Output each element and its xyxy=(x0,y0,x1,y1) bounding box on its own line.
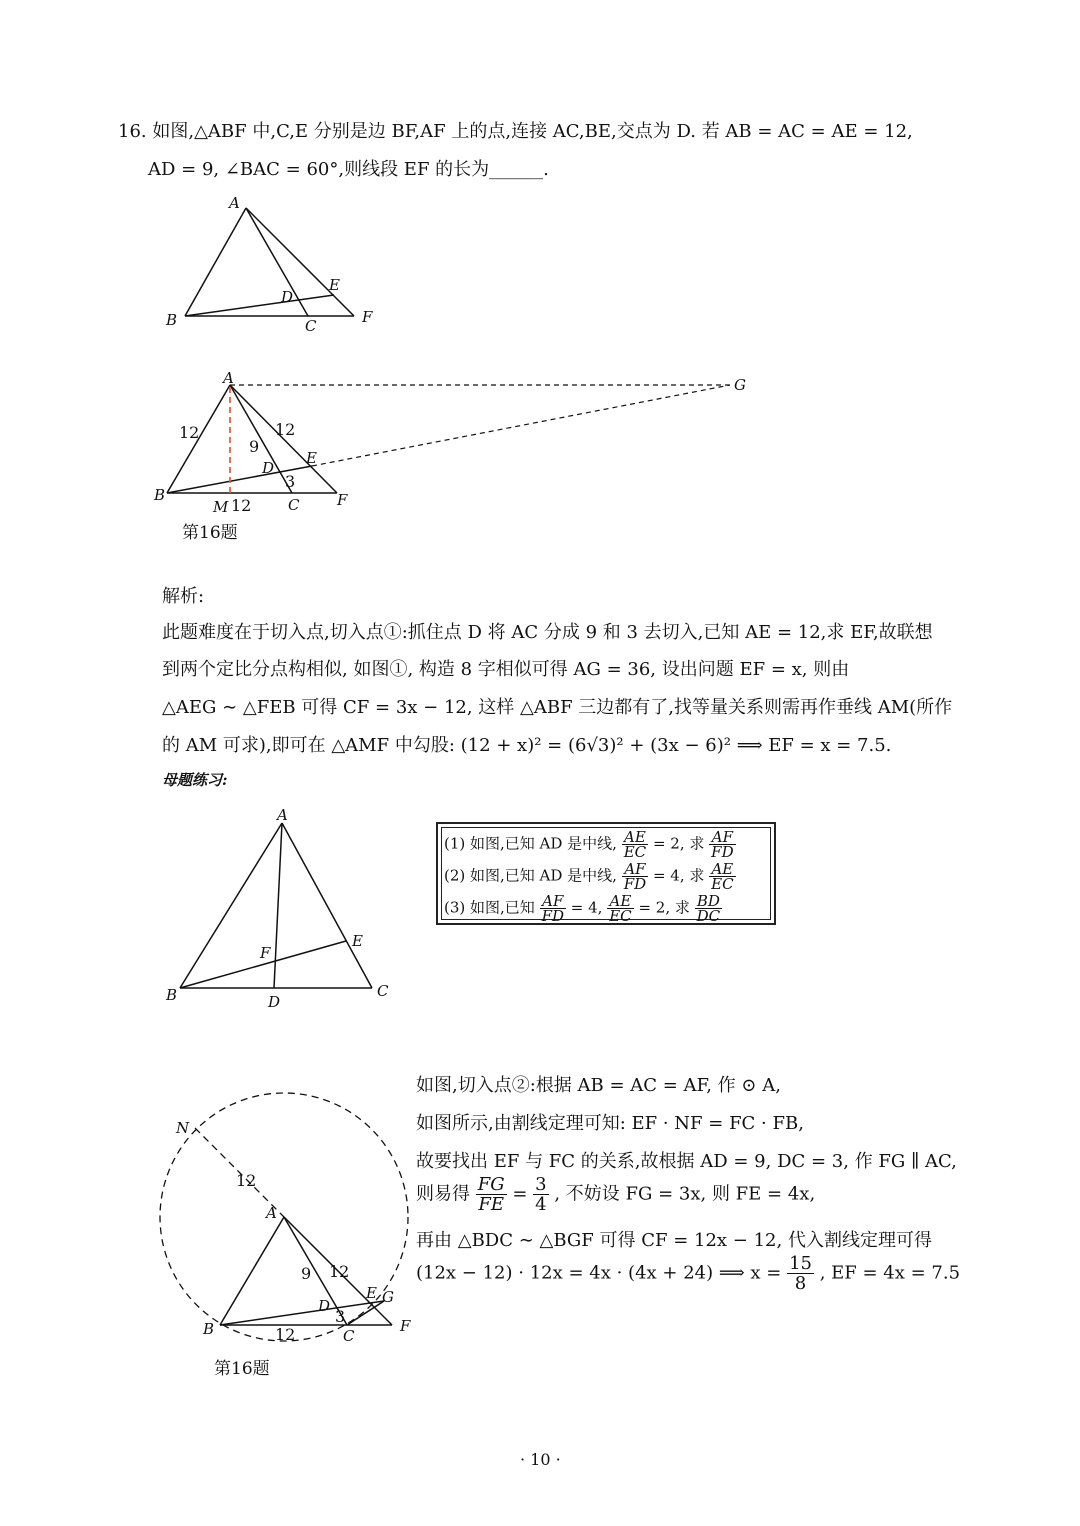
q3-f1-num: AF xyxy=(540,894,566,909)
fig1-label-a: A xyxy=(229,194,240,212)
fig2-label-e: E xyxy=(306,449,317,467)
m2-fe: FE xyxy=(478,1194,504,1215)
fig2-label-g: G xyxy=(734,376,746,394)
q1-f2-den: FD xyxy=(711,843,734,861)
practice-label-e: E xyxy=(352,932,363,950)
fig2-label-a: A xyxy=(223,369,234,387)
practice-label-f: F xyxy=(260,944,271,962)
fig2-label-f: F xyxy=(337,491,348,509)
analysis-line-3: △AEG ∼ △FEB 可得 CF = 3x − 12, 这样 △ABF 三边都有了,找等量关系则需再作垂线 AM(所作 xyxy=(162,697,953,718)
q1-text: (1) 如图,已知 AD 是中线, xyxy=(444,834,617,853)
q2-f2-den: EC xyxy=(711,875,734,893)
practice-heading: 母题练习: xyxy=(162,771,228,789)
m2-num-ae: 12 xyxy=(329,1262,350,1281)
fig1-label-d: D xyxy=(281,288,294,306)
m2-num-na: 12 xyxy=(236,1171,257,1190)
q2-mid: = 4, 求 xyxy=(652,866,705,885)
m2-l6-prefix: (12x − 12) · 12x = 4x · (4x + 24) ⟹ x = xyxy=(416,1262,782,1284)
problem-line-2: AD = 9, ∠BAC = 60°,则线段 EF 的长为______. xyxy=(148,159,549,180)
q2-f2-num: AE xyxy=(709,862,735,877)
fig2-label-b: B xyxy=(154,486,166,504)
m2-fifteen: 15 xyxy=(789,1253,812,1274)
analysis-heading: 解析: xyxy=(162,586,205,607)
m2-three: 3 xyxy=(535,1174,547,1195)
analysis-line-1: 此题难度在于切入点,切入点①:抓住点 D 将 AC 分成 9 和 3 去切入,已知 AE = 12,求 EF,故联想 xyxy=(162,622,933,643)
fig2-num-ab: 12 xyxy=(179,423,200,442)
m2-num-ad: 9 xyxy=(301,1264,312,1283)
fig2-num-mc: 12 xyxy=(231,496,252,515)
m2-l6-suffix: , EF = 4x = 7.5 xyxy=(819,1262,961,1284)
q3-f3-den: DC xyxy=(696,907,721,925)
fig2-num-ae: 12 xyxy=(275,420,296,439)
method2-line-5: 再由 △BDC ∼ △BGF 可得 CF = 12x − 12, 代入割线定理可得 xyxy=(416,1230,932,1251)
m2-label-e: E xyxy=(366,1284,377,1302)
m2-l4-prefix: 则易得 xyxy=(416,1183,470,1205)
m2-label-n: N xyxy=(176,1119,190,1137)
m2-four: 4 xyxy=(535,1194,547,1215)
m2-label-g: G xyxy=(382,1288,394,1306)
practice-label-a: A xyxy=(277,806,288,824)
fig1-label-e: E xyxy=(329,276,340,294)
m2-num-bc: 12 xyxy=(275,1325,296,1344)
q3-f2-num: AE xyxy=(607,894,633,909)
m2-label-c: C xyxy=(343,1327,355,1345)
m2-label-d: D xyxy=(318,1297,331,1315)
q2-text: (2) 如图,已知 AD 是中线, xyxy=(444,866,617,885)
method2-line-2: 如图所示,由割线定理可知: EF · NF = FC · FB, xyxy=(416,1113,804,1134)
m2-l4-suffix: , 不妨设 FG = 3x, 则 FE = 4x, xyxy=(554,1183,816,1205)
practice-label-c: C xyxy=(377,982,389,1000)
page-number: · 10 · xyxy=(520,1450,561,1469)
fig2-label-d: D xyxy=(262,459,275,477)
q2-f1-den: FD xyxy=(623,875,647,893)
q3-text: (3) 如图,已知 xyxy=(444,898,535,917)
q1-mid: = 2, 求 xyxy=(652,834,705,853)
figure-2-caption: 第16题 xyxy=(182,523,238,543)
q3-f2-den: EC xyxy=(609,907,632,925)
q3-mid-1: = 4, xyxy=(570,898,603,917)
q1-f2-num: AF xyxy=(709,830,735,845)
q1-f1-num: AE xyxy=(622,830,648,845)
analysis-line-4: 的 AM 可求),即可在 △AMF 中勾股: (12 + x)² = (6√3)² + (3x − 6)² ⟹ EF = x = 7.5. xyxy=(162,735,892,756)
practice-label-d: D xyxy=(268,993,281,1011)
m2-label-b: B xyxy=(203,1320,215,1338)
analysis-line-2: 到两个定比分点构相似, 如图①, 构造 8 字相似可得 AG = 36, 设出问题 EF = x, 则由 xyxy=(162,659,850,680)
m2-eight: 8 xyxy=(794,1273,807,1294)
m2-fg: FG xyxy=(477,1174,505,1195)
fig2-label-c: C xyxy=(288,496,300,514)
fig1-label-c: C xyxy=(305,317,317,335)
practice-label-b: B xyxy=(166,986,178,1004)
problem-line-1: 16. 如图,△ABF 中,C,E 分别是边 BF,AF 上的点,连接 AC,BE,交点为 D. 若 AB = AC = AE = 12, xyxy=(118,121,913,142)
method2-caption: 第16题 xyxy=(214,1359,270,1379)
q3-mid-2: = 2, 求 xyxy=(638,898,690,917)
m2-num-dc: 3 xyxy=(335,1307,346,1326)
fig2-num-ad: 9 xyxy=(249,437,260,456)
q3-f1-den: FD xyxy=(541,907,565,925)
fig1-label-f: F xyxy=(362,308,373,326)
m2-eq: = xyxy=(512,1183,528,1205)
q1-f1-den: EC xyxy=(623,843,647,861)
fig2-label-m: M xyxy=(213,498,229,516)
fig1-label-b: B xyxy=(166,311,178,329)
method2-line-1: 如图,切入点②:根据 AB = AC = AF, 作 ⊙ A, xyxy=(416,1075,781,1096)
method2-line-3: 故要找出 EF 与 FC 的关系,故根据 AD = 9, DC = 3, 作 FG ∥ AC, xyxy=(416,1151,957,1172)
q3-f3-num: BD xyxy=(695,894,723,909)
q2-f1-num: AF xyxy=(622,862,648,877)
m2-label-a: A xyxy=(266,1204,277,1222)
m2-label-f: F xyxy=(400,1317,411,1335)
fig2-num-dc: 3 xyxy=(285,472,296,491)
